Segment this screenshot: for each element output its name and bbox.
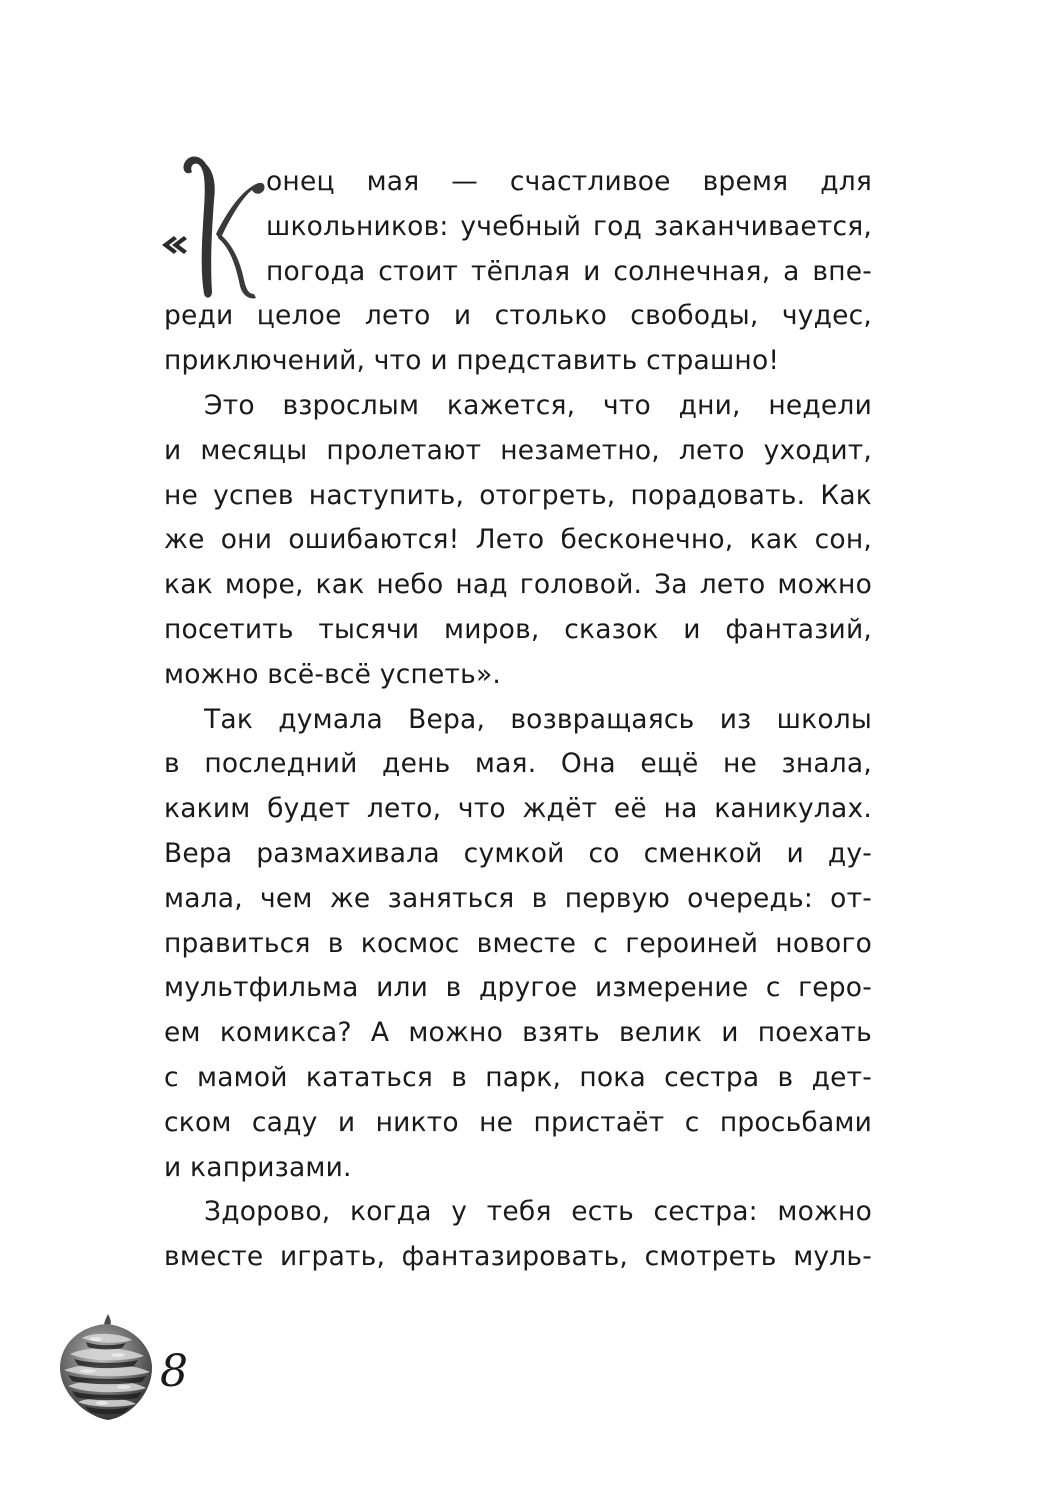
paragraph [164,160,872,384]
text-line: Это взрослым кажется, что дни, недели [204,389,872,421]
text-line: и капризами. [164,1151,352,1183]
text-line: реди целое лето и столько свободы, чудес, [164,300,872,332]
page-number: 8 [160,1346,188,1397]
text-line: и месяцы пролетают незаметно, лето уходит, [164,434,872,466]
paragraph [164,384,872,698]
text-line: приключений, что и представить страшно! [164,345,780,377]
text-line: можно всё-всё успеть». [164,658,501,690]
pine-cone-icon [52,1312,160,1422]
text-line: не успев наступить, отогреть, порадовать. Как [164,479,872,511]
text-line: мала, чем же заняться в первую очередь: от- [164,882,872,914]
text-line: школьников: учебный год заканчивается, [266,210,872,242]
text-line: правиться в космос вместе с героиней нового [164,927,872,959]
text-line: ском саду и никто не пристаёт с просьбами [164,1106,872,1138]
text-line: ем комикса? А можно взять велик и поехать [164,1017,872,1049]
text-line: онец мая — счастливое время для [266,166,872,197]
text-line: в последний день мая. Она ещё не знала, [164,748,872,780]
text-line: как море, как небо над головой. За лето можно [164,569,872,601]
text-line: Вера размахивала сумкой со сменкой и ду- [164,837,872,869]
text-line: Так думала Вера, возвращаясь из школы [204,703,872,735]
paragraph [164,1190,872,1280]
text-line: вместе играть, фантазировать, смотреть муль- [164,1241,872,1273]
text-line: мультфильма или в другое измерение с геро- [164,972,872,1004]
body-text [164,160,872,1280]
paragraph [164,698,872,1191]
text-line: с мамой кататься в парк, пока сестра в дет- [164,1061,872,1093]
text-line: погода стоит тёплая и солнечная, а впе- [266,255,872,287]
text-line: посетить тысячи миров, сказок и фантазий, [164,613,872,645]
text-line: каким будет лето, что ждёт её на каникулах. [164,793,872,825]
text-line: Здорово, когда у тебя есть сестра: можно [204,1196,872,1228]
text-line: же они ошибаются! Лето бесконечно, как сон, [164,524,872,556]
